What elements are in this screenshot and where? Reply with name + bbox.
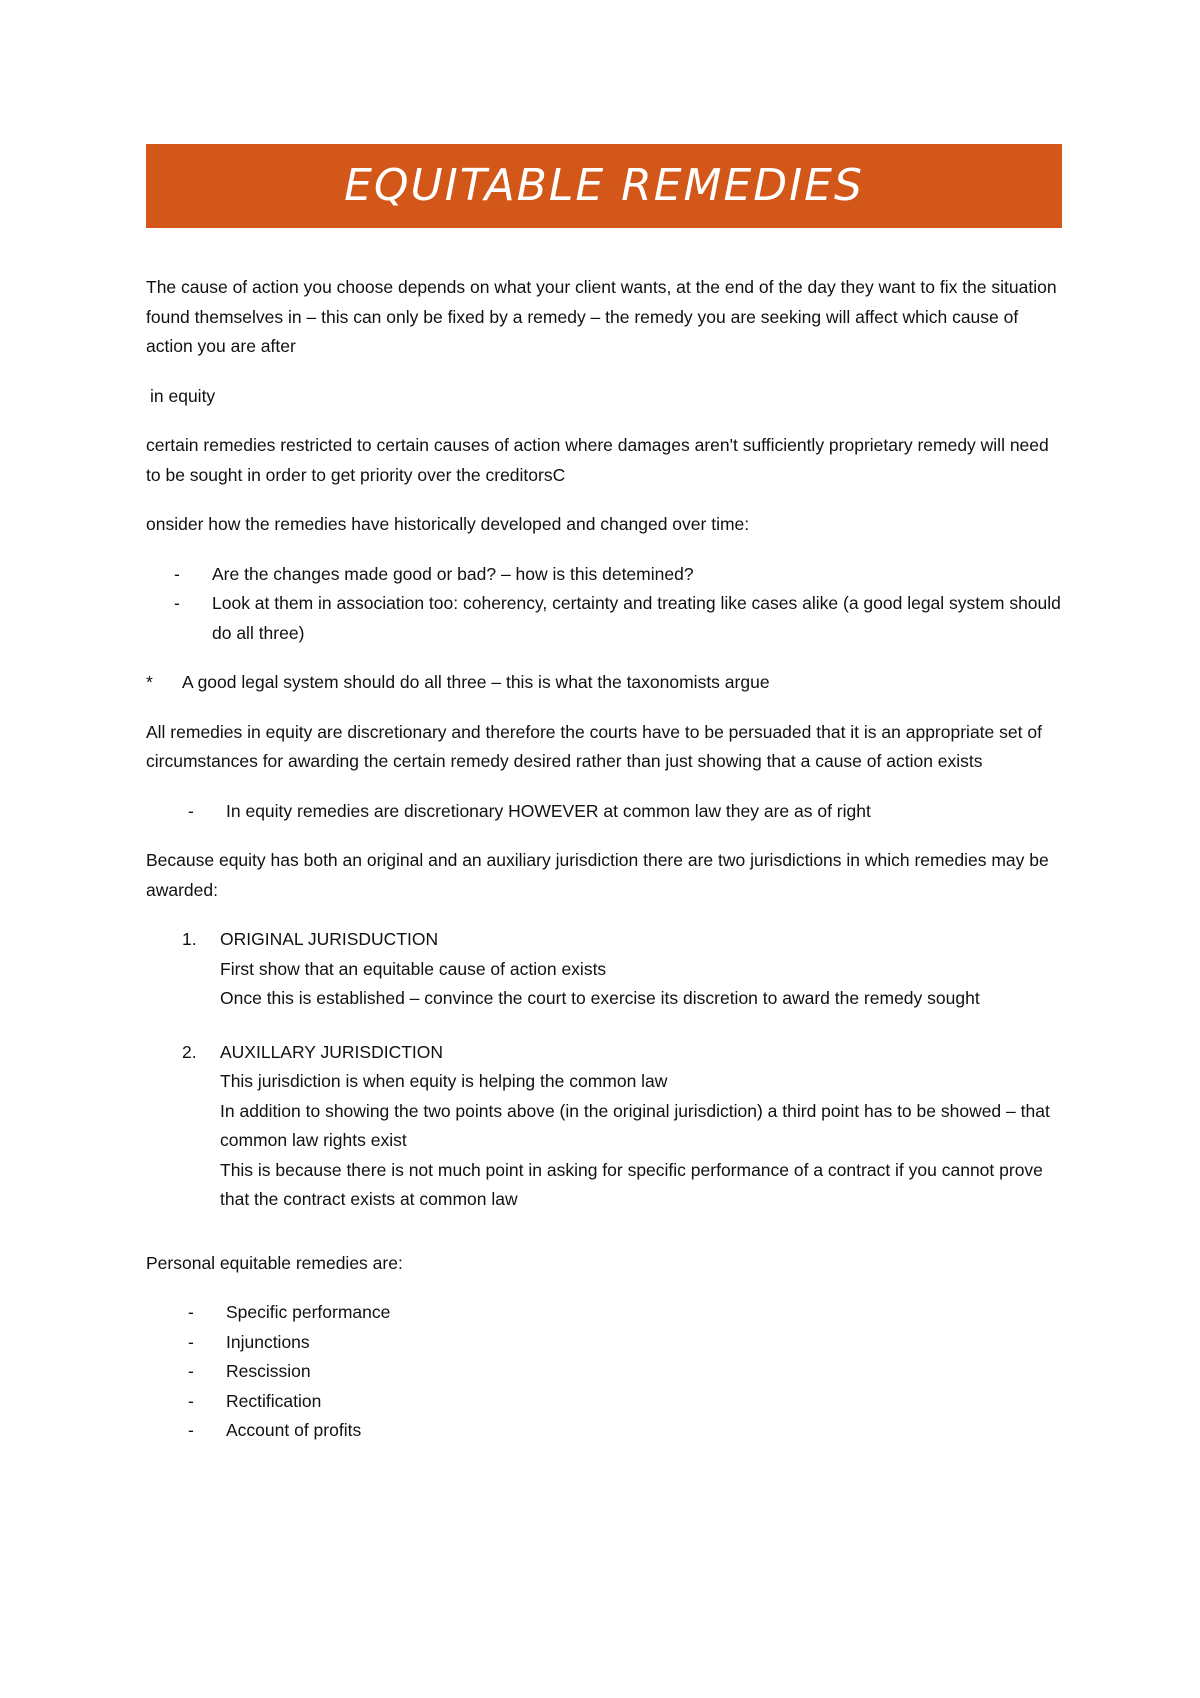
list-item-text: In equity remedies are discretionary HOWEVER at common law they are as of right bbox=[226, 800, 871, 821]
jurisdictions-intro: Because equity has both an original and an auxiliary jurisdiction there are two jurisdictions in which remedies may be awarded: bbox=[146, 850, 1049, 900]
list-item-text: Look at them in association too: coherency, certainty and treating like cases alike (a good legal system should do all three) bbox=[212, 593, 1061, 643]
star-note-text: A good legal system should do all three – this is what the taxonomists argue bbox=[182, 672, 770, 692]
list-item bbox=[146, 1357, 1062, 1387]
jurisdiction-line: This is because there is not much point in asking for specific performance of a contract if you cannot prove that the contract exists at common law bbox=[220, 1159, 1043, 1209]
list-item bbox=[146, 589, 1062, 648]
jurisdiction-heading: AUXILLARY JURISDICTION bbox=[220, 1041, 444, 1062]
restricted-paragraph: certain remedies restricted to certain causes of action where damages aren't sufficiently proprietary remedy will need to be sought in order to get priority over the creditorsC bbox=[146, 435, 1049, 485]
jurisdictions-list bbox=[146, 925, 1062, 1215]
item-number: 1. bbox=[182, 929, 197, 949]
list-item-text: Are the changes made good or bad? – how is this detemined? bbox=[212, 563, 694, 584]
dash-bullet: - bbox=[188, 800, 194, 821]
common-law-list bbox=[146, 797, 1062, 827]
personal-remedies-list bbox=[146, 1298, 1062, 1446]
discretionary-paragraph: All remedies in equity are discretionary and therefore the courts have to be persuaded that it is an appropriate set of circumstances for awarding the certain remedy desired rather than just showing that a cause of action exists bbox=[146, 721, 1042, 771]
jurisdiction-body bbox=[220, 925, 1062, 1014]
dash-bullet: - bbox=[188, 1331, 194, 1352]
item-number: 2. bbox=[182, 1041, 197, 1062]
jurisdiction-heading: ORIGINAL JURISDUCTION bbox=[220, 929, 439, 949]
dash-bullet: - bbox=[174, 563, 180, 584]
document-title: EQUITABLE REMEDIES bbox=[344, 160, 864, 211]
jurisdiction-line: This jurisdiction is when equity is helping the common law bbox=[220, 1071, 668, 1091]
list-item bbox=[146, 797, 1062, 827]
personal-remedies-heading: Personal equitable remedies are: bbox=[146, 1252, 403, 1273]
jurisdiction-item bbox=[146, 925, 1062, 1014]
list-item-text: Rescission bbox=[226, 1361, 311, 1381]
in-equity-line: in equity bbox=[150, 385, 216, 406]
list-item-text: Account of profits bbox=[226, 1420, 362, 1440]
list-item-text: Rectification bbox=[226, 1390, 322, 1411]
star-note bbox=[146, 668, 1062, 698]
consider-paragraph: onsider how the remedies have historically developed and changed over time: bbox=[146, 514, 750, 534]
list-item bbox=[146, 1387, 1062, 1417]
list-item-text: Specific performance bbox=[226, 1302, 391, 1322]
jurisdiction-line: In addition to showing the two points above (in the original jurisdiction) a third point has to be showed – that common law rights exist bbox=[220, 1100, 1050, 1150]
list-item bbox=[146, 1298, 1062, 1328]
dash-bullet: - bbox=[188, 1361, 194, 1381]
spacer bbox=[146, 1239, 1062, 1249]
list-item bbox=[146, 560, 1062, 590]
jurisdiction-body bbox=[220, 1038, 1062, 1215]
list-item bbox=[146, 1416, 1062, 1446]
title-banner bbox=[146, 144, 1062, 228]
document-body bbox=[146, 273, 1062, 1466]
jurisdiction-item bbox=[146, 1038, 1062, 1215]
star-bullet: * bbox=[146, 672, 153, 692]
jurisdiction-line: Once this is established – convince the court to exercise its discretion to award the remedy sought bbox=[220, 988, 980, 1008]
intro-paragraph: The cause of action you choose depends on what your client wants, at the end of the day they want to fix the situation found themselves in – this can only be fixed by a remedy – the remedy you are seeking will affect which cause of action you are after bbox=[146, 277, 1057, 356]
dash-bullet: - bbox=[174, 593, 180, 613]
dash-bullet: - bbox=[188, 1302, 194, 1322]
consider-list bbox=[146, 560, 1062, 649]
list-item-text: Injunctions bbox=[226, 1331, 310, 1352]
list-item bbox=[146, 1328, 1062, 1358]
jurisdiction-line: First show that an equitable cause of action exists bbox=[220, 958, 607, 979]
dash-bullet: - bbox=[188, 1390, 194, 1411]
dash-bullet: - bbox=[188, 1420, 194, 1440]
